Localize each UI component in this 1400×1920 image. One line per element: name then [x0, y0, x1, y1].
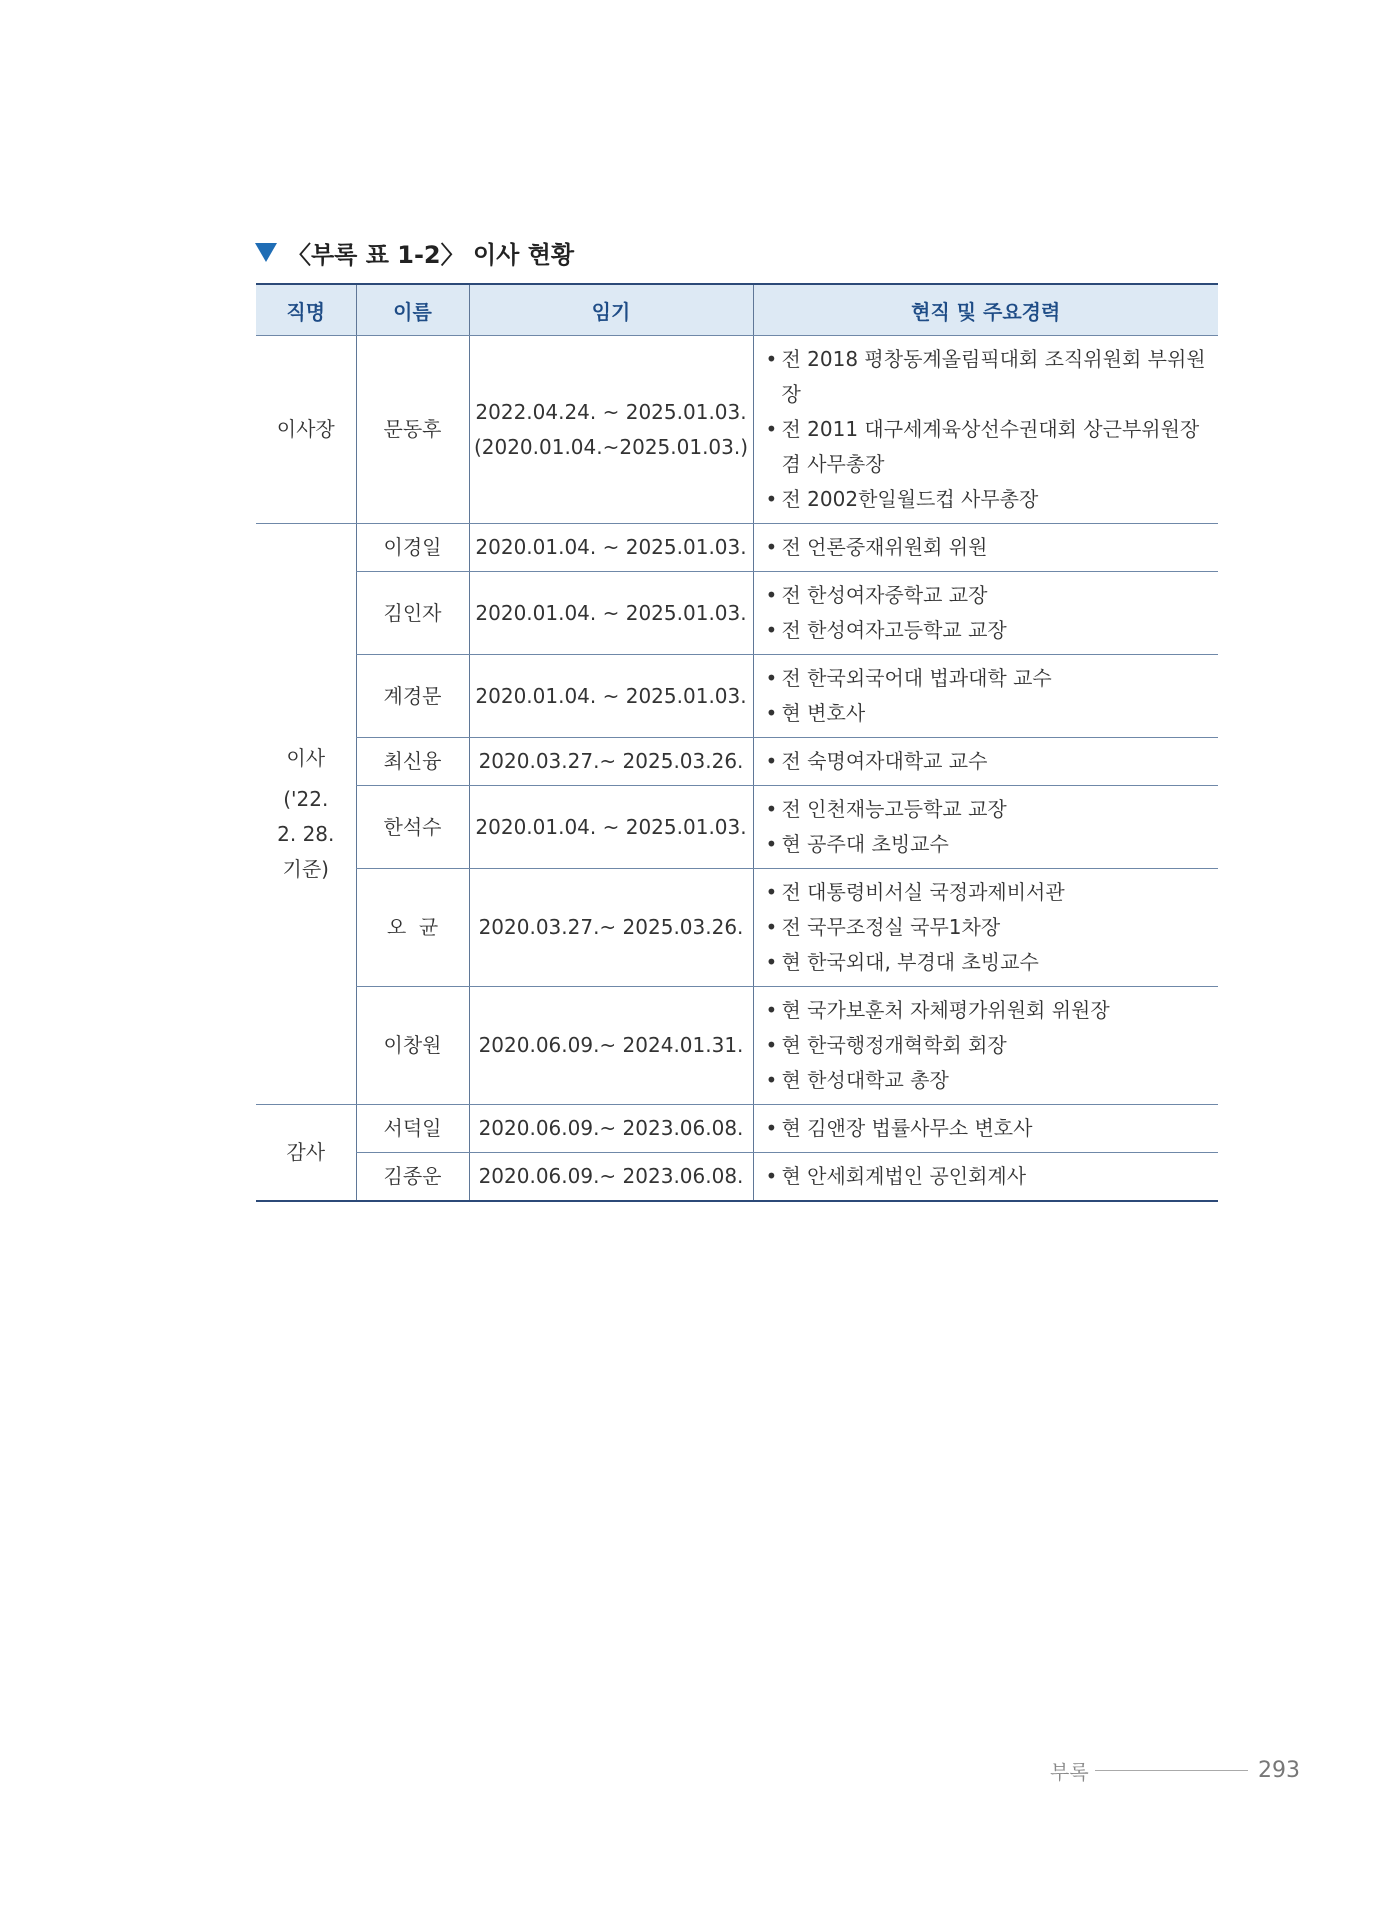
table-row — [256, 987, 1218, 1105]
page-footer — [1050, 1755, 1300, 1785]
career-text: 현 한성대학교 총장 — [781, 1068, 949, 1092]
table-row — [256, 786, 1218, 869]
term-line: 2020.01.04. ~ 2025.01.03. — [475, 683, 747, 708]
career-text: 현 한국외대, 부경대 초빙교수 — [781, 950, 1039, 974]
bullet-icon: • — [765, 998, 778, 1022]
bullet-icon: • — [765, 915, 778, 939]
bullet-icon: • — [765, 666, 778, 690]
position-line: ('22. — [283, 787, 329, 811]
career-text: 현 변호사 — [781, 701, 866, 725]
bullet-icon: • — [765, 749, 778, 773]
term-line: 2022.04.24. ~ 2025.01.03. — [475, 399, 747, 424]
career-text: 전 2018 평창동계올림픽대회 조직위원회 부위원장 — [781, 347, 1206, 406]
career-text: 전 국무조정실 국무1차장 — [781, 915, 1001, 939]
cell-term — [469, 786, 753, 869]
footer-rule — [1095, 1770, 1248, 1771]
cell-term — [469, 572, 753, 655]
bullet-icon: • — [765, 1164, 778, 1188]
table-row — [256, 1105, 1218, 1153]
career-text: 전 한성여자고등학교 교장 — [781, 618, 1007, 642]
career-item — [766, 661, 1213, 696]
career-item — [766, 613, 1213, 648]
cell-name: 문동후 — [356, 336, 469, 524]
career-item — [766, 1111, 1213, 1146]
career-item — [766, 482, 1213, 517]
cell-career — [753, 738, 1218, 786]
career-text: 전 한성여자중학교 교장 — [781, 583, 988, 607]
cell-term — [469, 869, 753, 987]
bullet-icon: • — [765, 832, 778, 856]
cell-career — [753, 1105, 1218, 1153]
table-caption: 〈부록 표 1-2〉 이사 현황 — [287, 240, 575, 269]
col-header-term: 임기 — [469, 284, 753, 336]
bullet-icon: • — [765, 347, 778, 371]
career-text: 현 국가보훈처 자체평가위원회 위원장 — [781, 998, 1110, 1022]
cell-career — [753, 336, 1218, 524]
career-text: 현 한국행정개혁학회 회장 — [781, 1033, 1007, 1057]
triangle-down-icon — [255, 243, 277, 262]
position-line: 2. 28. — [277, 822, 335, 846]
career-item — [766, 910, 1213, 945]
col-header-career: 현직 및 주요경력 — [753, 284, 1218, 336]
table-row — [256, 655, 1218, 738]
career-text: 전 한국외국어대 법과대학 교수 — [781, 666, 1052, 690]
cell-term — [469, 1153, 753, 1202]
cell-position: 감사 — [256, 1105, 356, 1202]
cell-career — [753, 869, 1218, 987]
career-text: 전 2011 대구세계육상선수권대회 상근부위원장겸 사무총장 — [781, 417, 1200, 476]
term-line: 2020.03.27.~ 2025.03.26. — [478, 749, 744, 773]
table-row — [256, 524, 1218, 572]
cell-name: 김종운 — [356, 1153, 469, 1202]
table-row — [256, 738, 1218, 786]
table-row — [256, 336, 1218, 524]
career-text: 현 김앤장 법률사무소 변호사 — [781, 1116, 1033, 1140]
table-title — [255, 232, 574, 272]
table-row — [256, 1153, 1218, 1202]
cell-career — [753, 572, 1218, 655]
career-item — [766, 875, 1213, 910]
bullet-icon: • — [765, 487, 778, 511]
career-text: 전 인천재능고등학교 교장 — [781, 797, 1007, 821]
cell-position: 이사장 — [256, 336, 356, 524]
career-text: 전 대통령비서실 국정과제비서관 — [781, 880, 1065, 904]
career-item — [766, 530, 1213, 565]
table-row — [256, 869, 1218, 987]
cell-term — [469, 524, 753, 572]
cell-position — [256, 524, 356, 1105]
career-item — [766, 1159, 1213, 1194]
career-item — [766, 1028, 1213, 1063]
term-line: 2020.03.27.~ 2025.03.26. — [478, 915, 744, 939]
cell-career — [753, 655, 1218, 738]
cell-career — [753, 524, 1218, 572]
bullet-icon: • — [765, 701, 778, 725]
career-text: 전 2002한일월드컵 사무총장 — [781, 487, 1039, 511]
career-item — [766, 827, 1213, 862]
col-header-position: 직명 — [256, 284, 356, 336]
cell-name: 최신융 — [356, 738, 469, 786]
bullet-icon: • — [765, 1116, 778, 1140]
career-item — [766, 744, 1213, 779]
bullet-icon: • — [765, 618, 778, 642]
cell-name: 서덕일 — [356, 1105, 469, 1153]
cell-term — [469, 738, 753, 786]
cell-term — [469, 987, 753, 1105]
cell-career — [753, 987, 1218, 1105]
board-members-table — [256, 283, 1218, 1202]
cell-name: 한석수 — [356, 786, 469, 869]
bullet-icon: • — [765, 535, 778, 559]
career-item — [766, 945, 1213, 980]
cell-career — [753, 1153, 1218, 1202]
footer-section-label: 부록 — [1050, 1759, 1089, 1784]
career-item — [766, 1063, 1213, 1098]
bullet-icon: • — [765, 1068, 778, 1092]
career-text: 전 숙명여자대학교 교수 — [781, 749, 988, 773]
term-line: 2020.01.04. ~ 2025.01.03. — [475, 600, 747, 625]
term-line: (2020.01.04.~2025.01.03.) — [473, 434, 749, 459]
career-item — [766, 696, 1213, 731]
career-item — [766, 412, 1213, 482]
term-line: 2020.01.04. ~ 2025.01.03. — [475, 535, 747, 559]
table-header-row — [256, 284, 1218, 336]
cell-name: 김인자 — [356, 572, 469, 655]
career-item — [766, 342, 1213, 412]
position-line: 기준) — [282, 857, 329, 881]
cell-term — [469, 1105, 753, 1153]
career-text: 전 언론중재위원회 위원 — [781, 535, 988, 559]
page-number: 293 — [1258, 1757, 1300, 1783]
term-line: 2020.06.09.~ 2023.06.08. — [478, 1164, 744, 1188]
col-header-name: 이름 — [356, 284, 469, 336]
cell-name: 이창원 — [356, 987, 469, 1105]
career-item — [766, 792, 1213, 827]
cell-term — [469, 336, 753, 524]
term-line: 2020.06.09.~ 2024.01.31. — [478, 1033, 744, 1057]
cell-term — [469, 655, 753, 738]
cell-name: 오 균 — [356, 869, 469, 987]
position-line: 이사 — [286, 746, 326, 770]
cell-name: 이경일 — [356, 524, 469, 572]
career-item — [766, 578, 1213, 613]
cell-career — [753, 786, 1218, 869]
bullet-icon: • — [765, 950, 778, 974]
bullet-icon: • — [765, 880, 778, 904]
career-text: 현 공주대 초빙교수 — [781, 832, 949, 856]
career-text: 현 안세회계법인 공인회계사 — [781, 1164, 1027, 1188]
bullet-icon: • — [765, 797, 778, 821]
cell-name: 계경문 — [356, 655, 469, 738]
bullet-icon: • — [765, 1033, 778, 1057]
term-line: 2020.06.09.~ 2023.06.08. — [478, 1116, 744, 1140]
bullet-icon: • — [765, 583, 778, 607]
table-body — [256, 336, 1218, 1202]
table-row — [256, 572, 1218, 655]
term-line: 2020.01.04. ~ 2025.01.03. — [475, 814, 747, 839]
bullet-icon: • — [765, 417, 778, 441]
career-item — [766, 993, 1213, 1028]
